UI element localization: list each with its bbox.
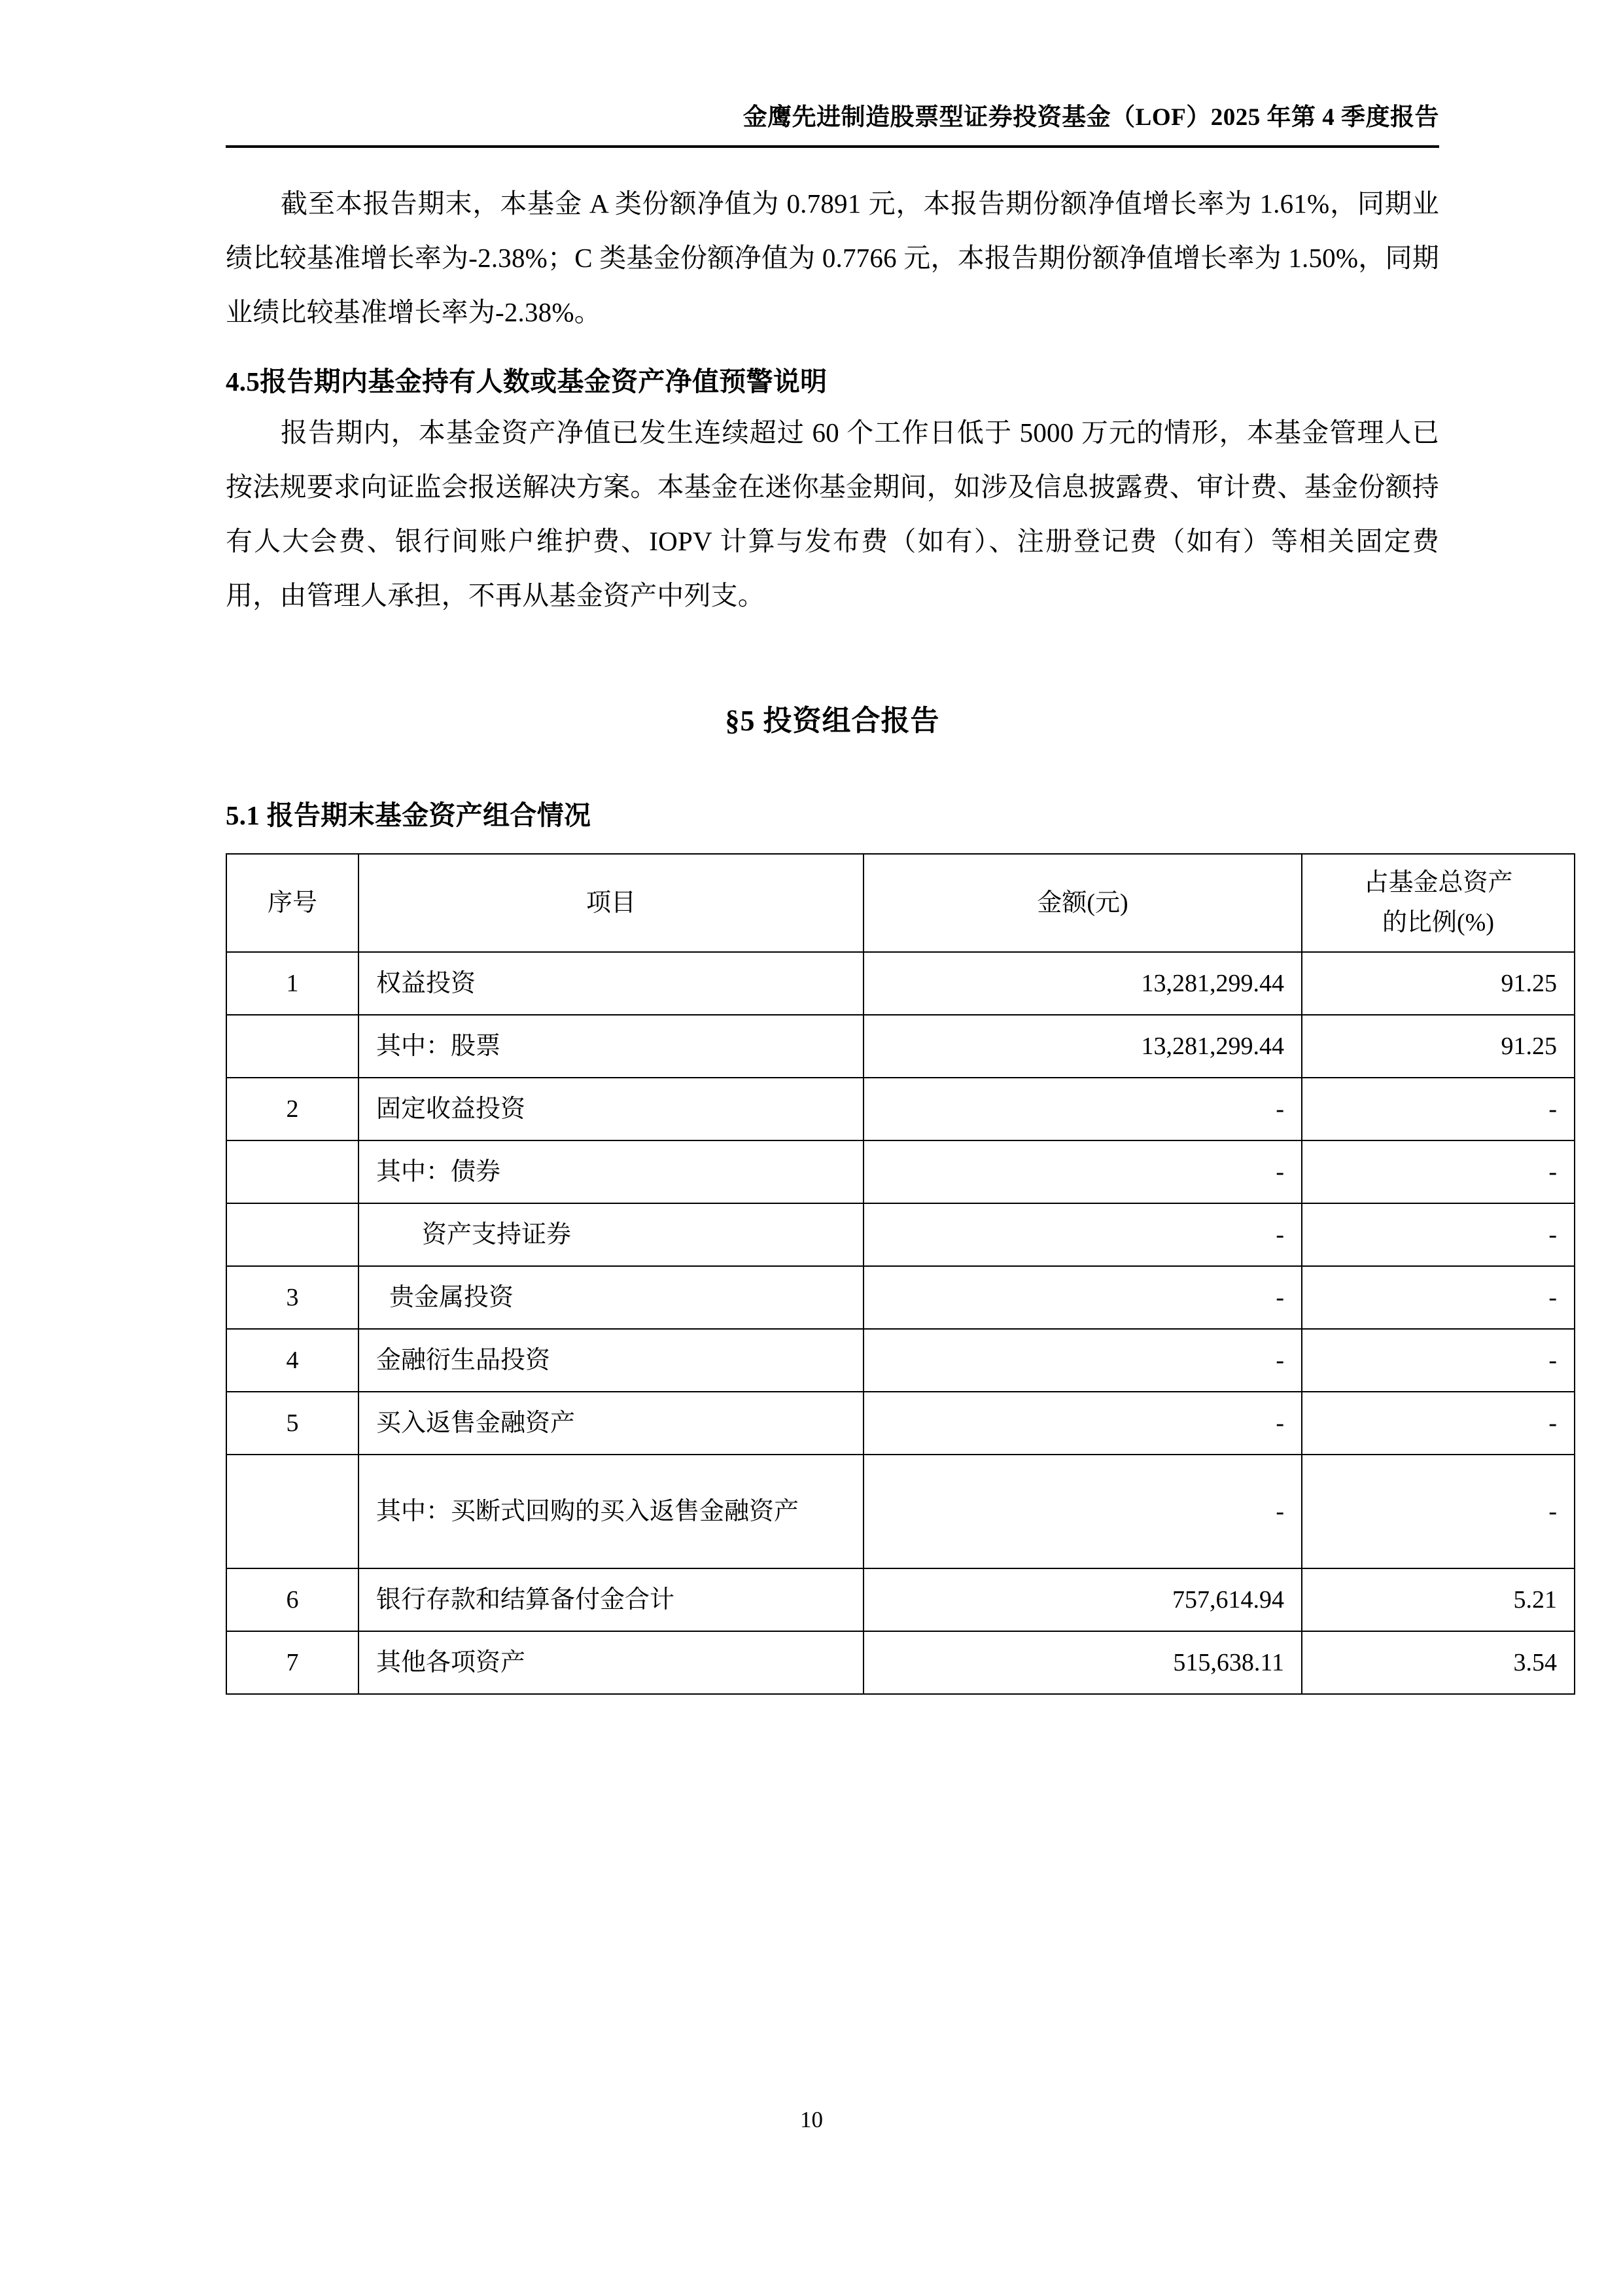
chapter-5-heading: §5 投资组合报告	[725, 705, 940, 737]
cell-no: 4	[226, 1329, 358, 1392]
cell-amount: 515,638.11	[864, 1631, 1302, 1694]
cell-pct: -	[1302, 1329, 1575, 1392]
table-row	[226, 1015, 1575, 1078]
cell-pct: 91.25	[1302, 952, 1575, 1015]
column-header-pct	[1302, 854, 1575, 952]
cell-amount: 13,281,299.44	[864, 952, 1302, 1015]
cell-pct: -	[1302, 1266, 1575, 1329]
cell-item: 权益投资	[358, 952, 864, 1015]
table-header	[226, 854, 1575, 952]
cell-no: 1	[226, 952, 358, 1015]
asset-composition-table	[226, 853, 1575, 1695]
cell-amount: -	[864, 1140, 1302, 1203]
cell-amount: 757,614.94	[864, 1568, 1302, 1631]
cell-no	[226, 1455, 358, 1568]
page-number: 10	[800, 2107, 823, 2132]
cell-item: 固定收益投资	[358, 1078, 864, 1140]
cell-pct: -	[1302, 1140, 1575, 1203]
nav-paragraph: 截至本报告期末，本基金 A 类份额净值为 0.7891 元，本报告期份额净值增长率为 1.61%，同期业绩比较基准增长率为-2.38%；C 类基金份额净值为 0.7766 元，本报告期份额净值增长率为 1.50%，同期业绩比较基准增长率为-2.38%。	[226, 188, 1439, 327]
section-5-1-heading: 5.1 报告期末基金资产组合情况	[226, 800, 591, 830]
running-header: 金鹰先进制造股票型证券投资基金（LOF）2025 年第 4 季度报告	[742, 104, 1439, 131]
cell-no	[226, 1015, 358, 1078]
cell-amount: -	[864, 1203, 1302, 1266]
column-header-amount: 金额(元)	[864, 854, 1302, 952]
table-row	[226, 1329, 1575, 1392]
table-body	[226, 952, 1575, 1694]
cell-amount: -	[864, 1078, 1302, 1140]
table-row	[226, 1078, 1575, 1140]
table-row	[226, 1203, 1575, 1266]
cell-item: 银行存款和结算备付金合计	[358, 1568, 864, 1631]
cell-no	[226, 1203, 358, 1266]
table-row	[226, 1631, 1575, 1694]
cell-item: 其中：股票	[358, 1015, 864, 1078]
page-content	[226, 177, 1557, 1695]
cell-no: 2	[226, 1078, 358, 1140]
column-header-pct-line1: 占基金总资产	[1363, 869, 1513, 897]
cell-amount: -	[864, 1392, 1302, 1455]
table-row	[226, 1455, 1575, 1568]
cell-no: 3	[226, 1266, 358, 1329]
column-header-pct-line2: 的比例(%)	[1382, 908, 1494, 936]
cell-no: 6	[226, 1568, 358, 1631]
cell-pct: 3.54	[1302, 1631, 1575, 1694]
cell-item: 贵金属投资	[358, 1266, 864, 1329]
table-row	[226, 952, 1575, 1015]
cell-item: 其中：债券	[358, 1140, 864, 1203]
section-4-5-paragraph: 报告期内，本基金资产净值已发生连续超过 60 个工作日低于 5000 万元的情形，本基金管理人已按法规要求向证监会报送解决方案。本基金在迷你基金期间，如涉及信息披露费、审计费、基金份额持有人大会费、银行间账户维护费、IOPV 计算与发布费（如有）、注册登记费（如有）等相关固定费用，由管理人承担，不再从基金资产中列支。	[226, 417, 1439, 610]
cell-item: 资产支持证券	[358, 1203, 864, 1266]
spacer	[226, 839, 1439, 853]
section-4-5-heading: 4.5报告期内基金持有人数或基金资产净值预警说明	[226, 366, 828, 397]
spacer	[226, 745, 1439, 793]
cell-item: 金融衍生品投资	[358, 1329, 864, 1392]
cell-pct: 91.25	[1302, 1015, 1575, 1078]
cell-item: 买入返售金融资产	[358, 1392, 864, 1455]
cell-pct: -	[1302, 1455, 1575, 1568]
cell-no: 7	[226, 1631, 358, 1694]
cell-no: 5	[226, 1392, 358, 1455]
cell-amount: 13,281,299.44	[864, 1015, 1302, 1078]
header-rule	[226, 145, 1439, 148]
table-row	[226, 1568, 1575, 1631]
cell-pct: -	[1302, 1078, 1575, 1140]
column-header-item: 项目	[358, 854, 864, 952]
table-header-row	[226, 854, 1575, 952]
column-header-no: 序号	[226, 854, 358, 952]
cell-amount: -	[864, 1266, 1302, 1329]
cell-item: 其中：买断式回购的买入返售金融资产	[358, 1455, 864, 1568]
cell-no	[226, 1140, 358, 1203]
spacer	[226, 339, 1439, 359]
cell-amount: -	[864, 1455, 1302, 1568]
cell-pct: -	[1302, 1392, 1575, 1455]
cell-item: 其他各项资产	[358, 1631, 864, 1694]
cell-pct: 5.21	[1302, 1568, 1575, 1631]
table-row	[226, 1266, 1575, 1329]
cell-amount: -	[864, 1329, 1302, 1392]
table-row	[226, 1392, 1575, 1455]
spacer	[226, 622, 1439, 698]
cell-pct: -	[1302, 1203, 1575, 1266]
table-row	[226, 1140, 1575, 1203]
